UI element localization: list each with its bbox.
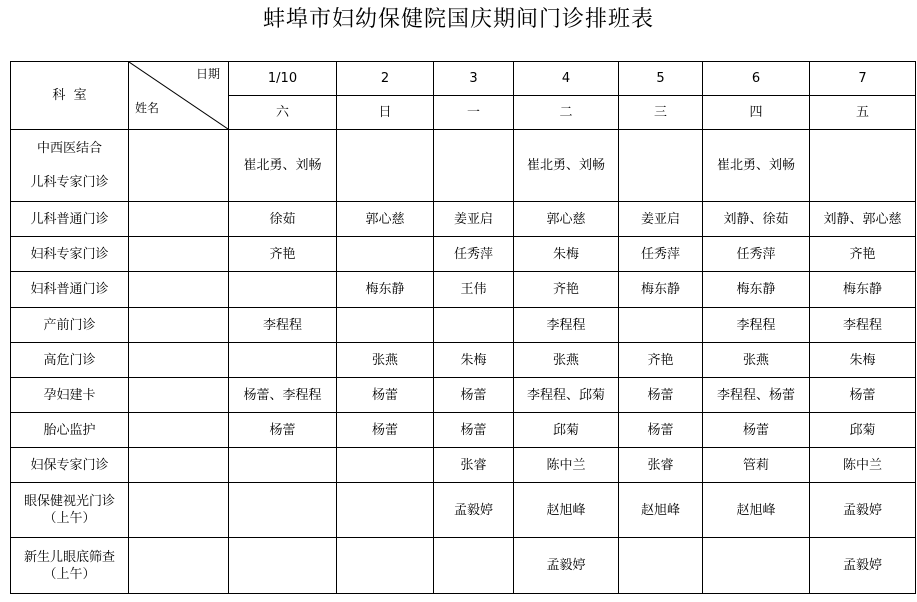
weekday-cell: 三 — [619, 96, 703, 130]
weekday-cell: 一 — [434, 96, 514, 130]
weekday-cell: 六 — [229, 96, 337, 130]
weekday-cell: 五 — [810, 96, 916, 130]
schedule-cell: 崔北勇、刘畅 — [229, 130, 337, 202]
schedule-cell — [337, 130, 434, 202]
table-row — [11, 413, 916, 448]
date-cell: 6 — [703, 62, 810, 96]
schedule-cell: 王伟 — [434, 272, 514, 308]
schedule-cell: 张燕 — [703, 343, 810, 378]
blank-cell — [129, 308, 229, 343]
schedule-cell: 崔北勇、刘畅 — [703, 130, 810, 202]
blank-cell — [129, 202, 229, 237]
dept-name-cell: 高危门诊 — [11, 343, 129, 378]
schedule-cell: 梅东静 — [810, 272, 916, 308]
weekday-cell: 二 — [514, 96, 619, 130]
schedule-cell: 孟毅婷 — [810, 483, 916, 538]
schedule-cell: 杨蕾 — [434, 378, 514, 413]
schedule-cell: 李程程 — [514, 308, 619, 343]
schedule-cell — [337, 448, 434, 483]
schedule-cell: 杨蕾、李程程 — [229, 378, 337, 413]
schedule-cell: 杨蕾 — [337, 413, 434, 448]
schedule-cell — [619, 308, 703, 343]
table-row — [11, 308, 916, 343]
schedule-cell — [229, 272, 337, 308]
schedule-cell: 刘静、郭心慈 — [810, 202, 916, 237]
schedule-cell: 杨蕾 — [619, 378, 703, 413]
schedule-cell — [434, 308, 514, 343]
dept-name-cell: 胎心监护 — [11, 413, 129, 448]
schedule-cell: 郭心慈 — [337, 202, 434, 237]
schedule-cell — [434, 130, 514, 202]
page-title: 蚌埠市妇幼保健院国庆期间门诊排班表 — [262, 7, 654, 32]
table-row — [11, 202, 916, 237]
schedule-cell: 李程程、杨蕾 — [703, 378, 810, 413]
table-row — [11, 378, 916, 413]
schedule-cell: 梅东静 — [619, 272, 703, 308]
dept-name-cell: 新生儿眼底筛查 （上午） — [11, 538, 129, 594]
schedule-cell — [434, 538, 514, 594]
weekday-cell: 四 — [703, 96, 810, 130]
schedule-cell: 朱梅 — [514, 237, 619, 272]
schedule-cell: 杨蕾 — [434, 413, 514, 448]
schedule-cell: 齐艳 — [514, 272, 619, 308]
dept-name-cell: 眼保健视光门诊 （上午） — [11, 483, 129, 538]
schedule-cell — [337, 237, 434, 272]
dept-name-cell: 中西医结合 儿科专家门诊 — [11, 130, 129, 202]
schedule-cell — [229, 483, 337, 538]
schedule-cell: 邱菊 — [514, 413, 619, 448]
table-row — [11, 538, 916, 594]
schedule-cell: 李程程 — [703, 308, 810, 343]
blank-cell — [129, 272, 229, 308]
schedule-cell: 朱梅 — [810, 343, 916, 378]
schedule-cell: 张燕 — [514, 343, 619, 378]
schedule-cell: 孟毅婷 — [810, 538, 916, 594]
schedule-cell: 任秀萍 — [434, 237, 514, 272]
schedule-cell — [229, 538, 337, 594]
schedule-cell: 陈中兰 — [514, 448, 619, 483]
schedule-cell: 赵旭峰 — [514, 483, 619, 538]
schedule-cell: 赵旭峰 — [703, 483, 810, 538]
schedule-cell — [337, 538, 434, 594]
schedule-cell — [703, 538, 810, 594]
date-cell: 4 — [514, 62, 619, 96]
schedule-cell: 任秀萍 — [703, 237, 810, 272]
schedule-cell — [810, 130, 916, 202]
blank-cell — [129, 378, 229, 413]
schedule-cell: 齐艳 — [619, 343, 703, 378]
schedule-cell: 李程程、邱菊 — [514, 378, 619, 413]
schedule-cell: 杨蕾 — [229, 413, 337, 448]
name-label: 姓名 — [135, 101, 160, 115]
dept-name-cell: 孕妇建卡 — [11, 378, 129, 413]
schedule-cell: 齐艳 — [229, 237, 337, 272]
schedule-cell — [337, 308, 434, 343]
schedule-cell: 孟毅婷 — [434, 483, 514, 538]
schedule-cell: 朱梅 — [434, 343, 514, 378]
weekday-cell: 日 — [337, 96, 434, 130]
schedule-cell: 梅东静 — [337, 272, 434, 308]
schedule-table — [10, 61, 916, 594]
table-row — [11, 130, 916, 202]
schedule-cell — [619, 130, 703, 202]
date-label: 日期 — [195, 67, 220, 81]
blank-cell — [129, 343, 229, 378]
table-row — [11, 272, 916, 308]
blank-cell — [129, 237, 229, 272]
schedule-cell: 杨蕾 — [810, 378, 916, 413]
blank-cell — [129, 413, 229, 448]
table-row — [11, 237, 916, 272]
schedule-cell — [337, 483, 434, 538]
schedule-cell: 杨蕾 — [703, 413, 810, 448]
schedule-cell: 崔北勇、刘畅 — [514, 130, 619, 202]
schedule-cell: 齐艳 — [810, 237, 916, 272]
schedule-cell: 刘静、徐茹 — [703, 202, 810, 237]
header-row-dates — [11, 62, 916, 96]
schedule-cell: 姜亚启 — [619, 202, 703, 237]
schedule-cell: 李程程 — [810, 308, 916, 343]
schedule-cell: 姜亚启 — [434, 202, 514, 237]
schedule-cell: 赵旭峰 — [619, 483, 703, 538]
schedule-cell: 张睿 — [434, 448, 514, 483]
schedule-cell — [229, 343, 337, 378]
table-row — [11, 343, 916, 378]
schedule-cell: 陈中兰 — [810, 448, 916, 483]
schedule-cell: 梅东静 — [703, 272, 810, 308]
schedule-cell: 孟毅婷 — [514, 538, 619, 594]
schedule-cell: 邱菊 — [810, 413, 916, 448]
table-row — [11, 483, 916, 538]
diagonal-header — [129, 62, 229, 130]
dept-name-cell: 妇科普通门诊 — [11, 272, 129, 308]
date-cell: 3 — [434, 62, 514, 96]
schedule-cell: 杨蕾 — [619, 413, 703, 448]
dept-header-label: 科 室 — [52, 88, 87, 103]
schedule-cell: 郭心慈 — [514, 202, 619, 237]
schedule-cell: 李程程 — [229, 308, 337, 343]
date-cell: 1/10 — [229, 62, 337, 96]
dept-name-cell: 妇科专家门诊 — [11, 237, 129, 272]
dept-name-cell: 妇保专家门诊 — [11, 448, 129, 483]
schedule-cell: 杨蕾 — [337, 378, 434, 413]
table-row — [11, 448, 916, 483]
blank-cell — [129, 130, 229, 202]
date-cell: 5 — [619, 62, 703, 96]
dept-name-cell: 产前门诊 — [11, 308, 129, 343]
dept-name-cell: 儿科普通门诊 — [11, 202, 129, 237]
schedule-cell — [229, 448, 337, 483]
blank-cell — [129, 483, 229, 538]
schedule-cell: 徐茹 — [229, 202, 337, 237]
dept-header — [11, 62, 129, 130]
blank-cell — [129, 538, 229, 594]
schedule-cell — [619, 538, 703, 594]
schedule-cell: 管莉 — [703, 448, 810, 483]
schedule-cell: 张睿 — [619, 448, 703, 483]
schedule-cell: 任秀萍 — [619, 237, 703, 272]
schedule-cell: 张燕 — [337, 343, 434, 378]
blank-cell — [129, 448, 229, 483]
date-cell: 2 — [337, 62, 434, 96]
date-cell: 7 — [810, 62, 916, 96]
